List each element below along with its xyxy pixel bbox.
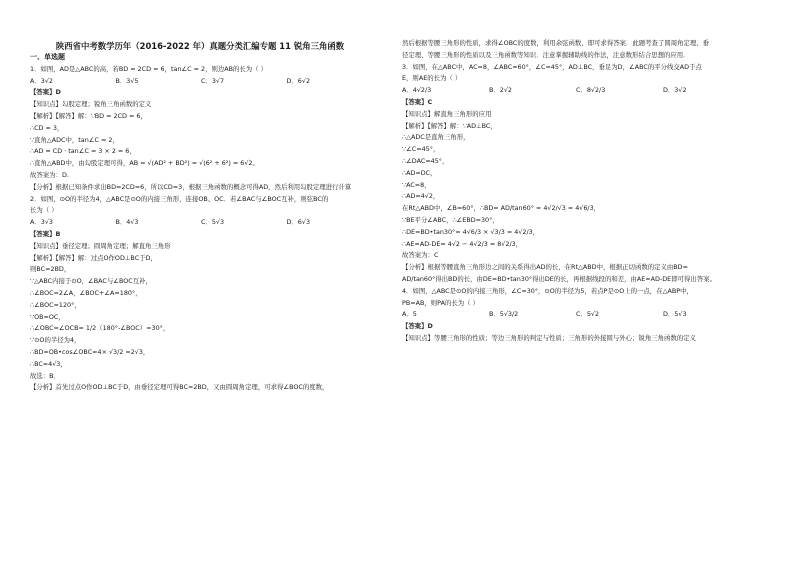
answer-option: D．6√3	[286, 218, 311, 227]
text-line: ∴DE=BD•tan30°= 4√6/3 × √3/3 = 4√2/3，	[402, 227, 540, 236]
answer-option: A．5	[402, 310, 417, 319]
text-line: AD/tan60°得出BD的长，由DE=BD•tan30°得出DE的长，再根据线段的和差，由AE=AD-DE即可得出答案。	[402, 274, 716, 283]
answer-option: D．3√2	[663, 86, 687, 95]
answer-options	[402, 85, 770, 97]
text-line: ∵AC=8，	[402, 180, 431, 189]
text-line: 径定理、等腰三角形的性质以及三角函数等知识．注意掌握辅助线的作法，注意数形结合思想的应用．	[402, 50, 690, 59]
text-line: 故选：B．	[30, 371, 60, 380]
answer-option: D．5√3	[663, 310, 687, 319]
answer-option: A．3√3	[30, 218, 53, 227]
text-line: 【知识点】勾股定理；锐角三角函数的定义	[30, 100, 152, 109]
text-line: 【分析】根据已知条件求出BD=2CD=6，所以CD=3，根据三角函数的概念可得AD，然后利用勾股定理进行计算	[30, 182, 352, 191]
answer-options	[30, 217, 392, 229]
text-line: ∵BE平分∠ABC，∴∠EBD=30°，	[402, 215, 499, 224]
text-line: 【知识点】等腰三角形的性质；等边三角形的判定与性质；三角形的外接圆与外心；锐角三角函数的定义	[402, 333, 696, 342]
text-line: 【解析】【解答】解：∵BD = 2CD = 6，	[30, 111, 147, 120]
answer-options	[30, 76, 392, 88]
answer-option: A．4√2/3	[402, 86, 432, 95]
text-line: ∵∠C=45°，	[402, 145, 440, 154]
text-line: ∵⊙O的半径为4，	[30, 336, 81, 345]
text-line: 【知识点】解直角三角形的应用	[402, 109, 492, 118]
text-line: 3．如图，在△ABC中，AC=8，∠ABC=60°，∠C=45°，AD⊥BC，垂足为D，∠ABC的平分线交AD于点	[402, 62, 702, 71]
text-line: ∴直角△ABD中，由勾股定理可得，AB = √(AD² + BD²) = √(6² + 6²) = 6√2。	[30, 159, 259, 168]
text-line: ∴∠OBC=∠OCB= 1/2（180°-∠BOC）=30°，	[30, 324, 170, 333]
text-line: ∴AE=AD-DE= 4√2 − 4√2/3 = 8√2/3，	[402, 239, 523, 248]
text-line: 【分析】根据等腰直角三角形边之间的关系得出AD的长，在Rt△ABD中，根据正切函数的定义由BD=	[402, 263, 688, 272]
text-line: 故答案为：C	[402, 251, 439, 260]
answer-option: A．3√2	[30, 76, 53, 85]
text-line: ∴AD=4√2，	[402, 192, 440, 201]
answer-option: C．3√7	[201, 76, 225, 85]
text-line: ∵直角△ADC中，tan∠C = 2，	[30, 135, 119, 144]
text-line: 然后根据等腰三角形的性质，求得∠OBC的度数，利用余弦函数，即可求得答案．此题考查了圆周角定理、垂	[402, 39, 710, 47]
answer-option: B．4√3	[115, 218, 139, 227]
text-line: ∴∠BOC=2∠A，∠BOC+∠A=180°，	[30, 288, 142, 297]
text-line: PB=AB，则PA的长为（ ）	[402, 298, 479, 307]
answer-options	[402, 309, 770, 321]
text-line: ∴BD=OB•cos∠OBC=4× √3/2 =2√3，	[30, 347, 150, 356]
text-line: 【知识点】垂径定理；圆周角定理；解直角三角形	[30, 241, 171, 250]
text-line: ∵OB=OC，	[30, 312, 65, 321]
text-line: 1．如图，AD是△ABC的高，若BD = 2CD = 6，tan∠C = 2，则边AB的长为（ ）	[30, 64, 267, 73]
answer-option: B．5√3/2	[489, 310, 519, 319]
answer-option: D．6√2	[286, 76, 311, 85]
text-line: 故答案为：D.	[30, 170, 69, 179]
answer-line: 【答案】B	[30, 229, 61, 238]
text-line: ∴BC=4√3，	[30, 359, 67, 368]
text-line: ∴∠BOC=120°，	[30, 300, 81, 309]
answer-option: C．5√2	[576, 310, 600, 319]
text-line: 则BC=2BD，	[30, 265, 71, 274]
text-line: ∴CD = 3，	[30, 123, 64, 132]
left-column	[30, 0, 392, 394]
answer-option: B．2√2	[489, 86, 512, 95]
text-line: ∵△ABC内接于⊙O，∠BAC与∠BOC互补，	[30, 277, 152, 286]
answer-line: 【答案】D	[30, 88, 61, 97]
text-line: 在Rt△ABD中，∠B=60°，∴BD= AD/tan60° = 4√2/√3 = 4√6/3，	[402, 204, 601, 213]
right-column	[402, 0, 770, 345]
answer-option: B．3√5	[115, 76, 139, 85]
text-line: 【解析】【解答】解：∵AD⊥BC，	[402, 121, 497, 130]
page-title: 陕西省中考数学历年（2016-2022 年）真题分类汇编专题 11 锐角三角函数	[55, 41, 345, 51]
text-line: ∴△ADC是直角三角形，	[402, 133, 470, 142]
text-line: 【解析】【解答】解：过点O作OD⊥BC于D，	[30, 253, 157, 262]
text-line: 长为（ ）	[30, 206, 58, 215]
answer-option: C．5√3	[201, 218, 225, 227]
text-line: E，则AE的长为（ ）	[402, 74, 462, 83]
text-line: ∴∠DAC=45°，	[402, 156, 449, 165]
text-line: 2．如图，⊙O的半径为4，△ABC是⊙O的内接三角形，连接OB、OC．若∠BAC与∠BOC互补，则弦BC的	[30, 194, 329, 203]
section-heading: 一、单选题	[30, 53, 65, 61]
answer-line: 【答案】D	[402, 322, 433, 331]
text-line: 【分析】首先过点O作OD⊥BC于D，由垂径定理可得BC=2BD，又由圆周角定理，可求得∠BOC的度数，	[30, 383, 329, 392]
answer-line: 【答案】C	[402, 97, 433, 106]
text-line: 4．如图，△ABC是⊙O的内接三角形，∠C=30°，⊙O的半径为5，若点P是⊙O上的一点，在△ABP中，	[402, 286, 693, 295]
answer-option: C．8√2/3	[576, 86, 606, 95]
text-line: ∴AD = CD · tan∠C = 3 × 2 = 6，	[30, 147, 136, 156]
text-line: ∴AD=DC，	[402, 168, 437, 177]
